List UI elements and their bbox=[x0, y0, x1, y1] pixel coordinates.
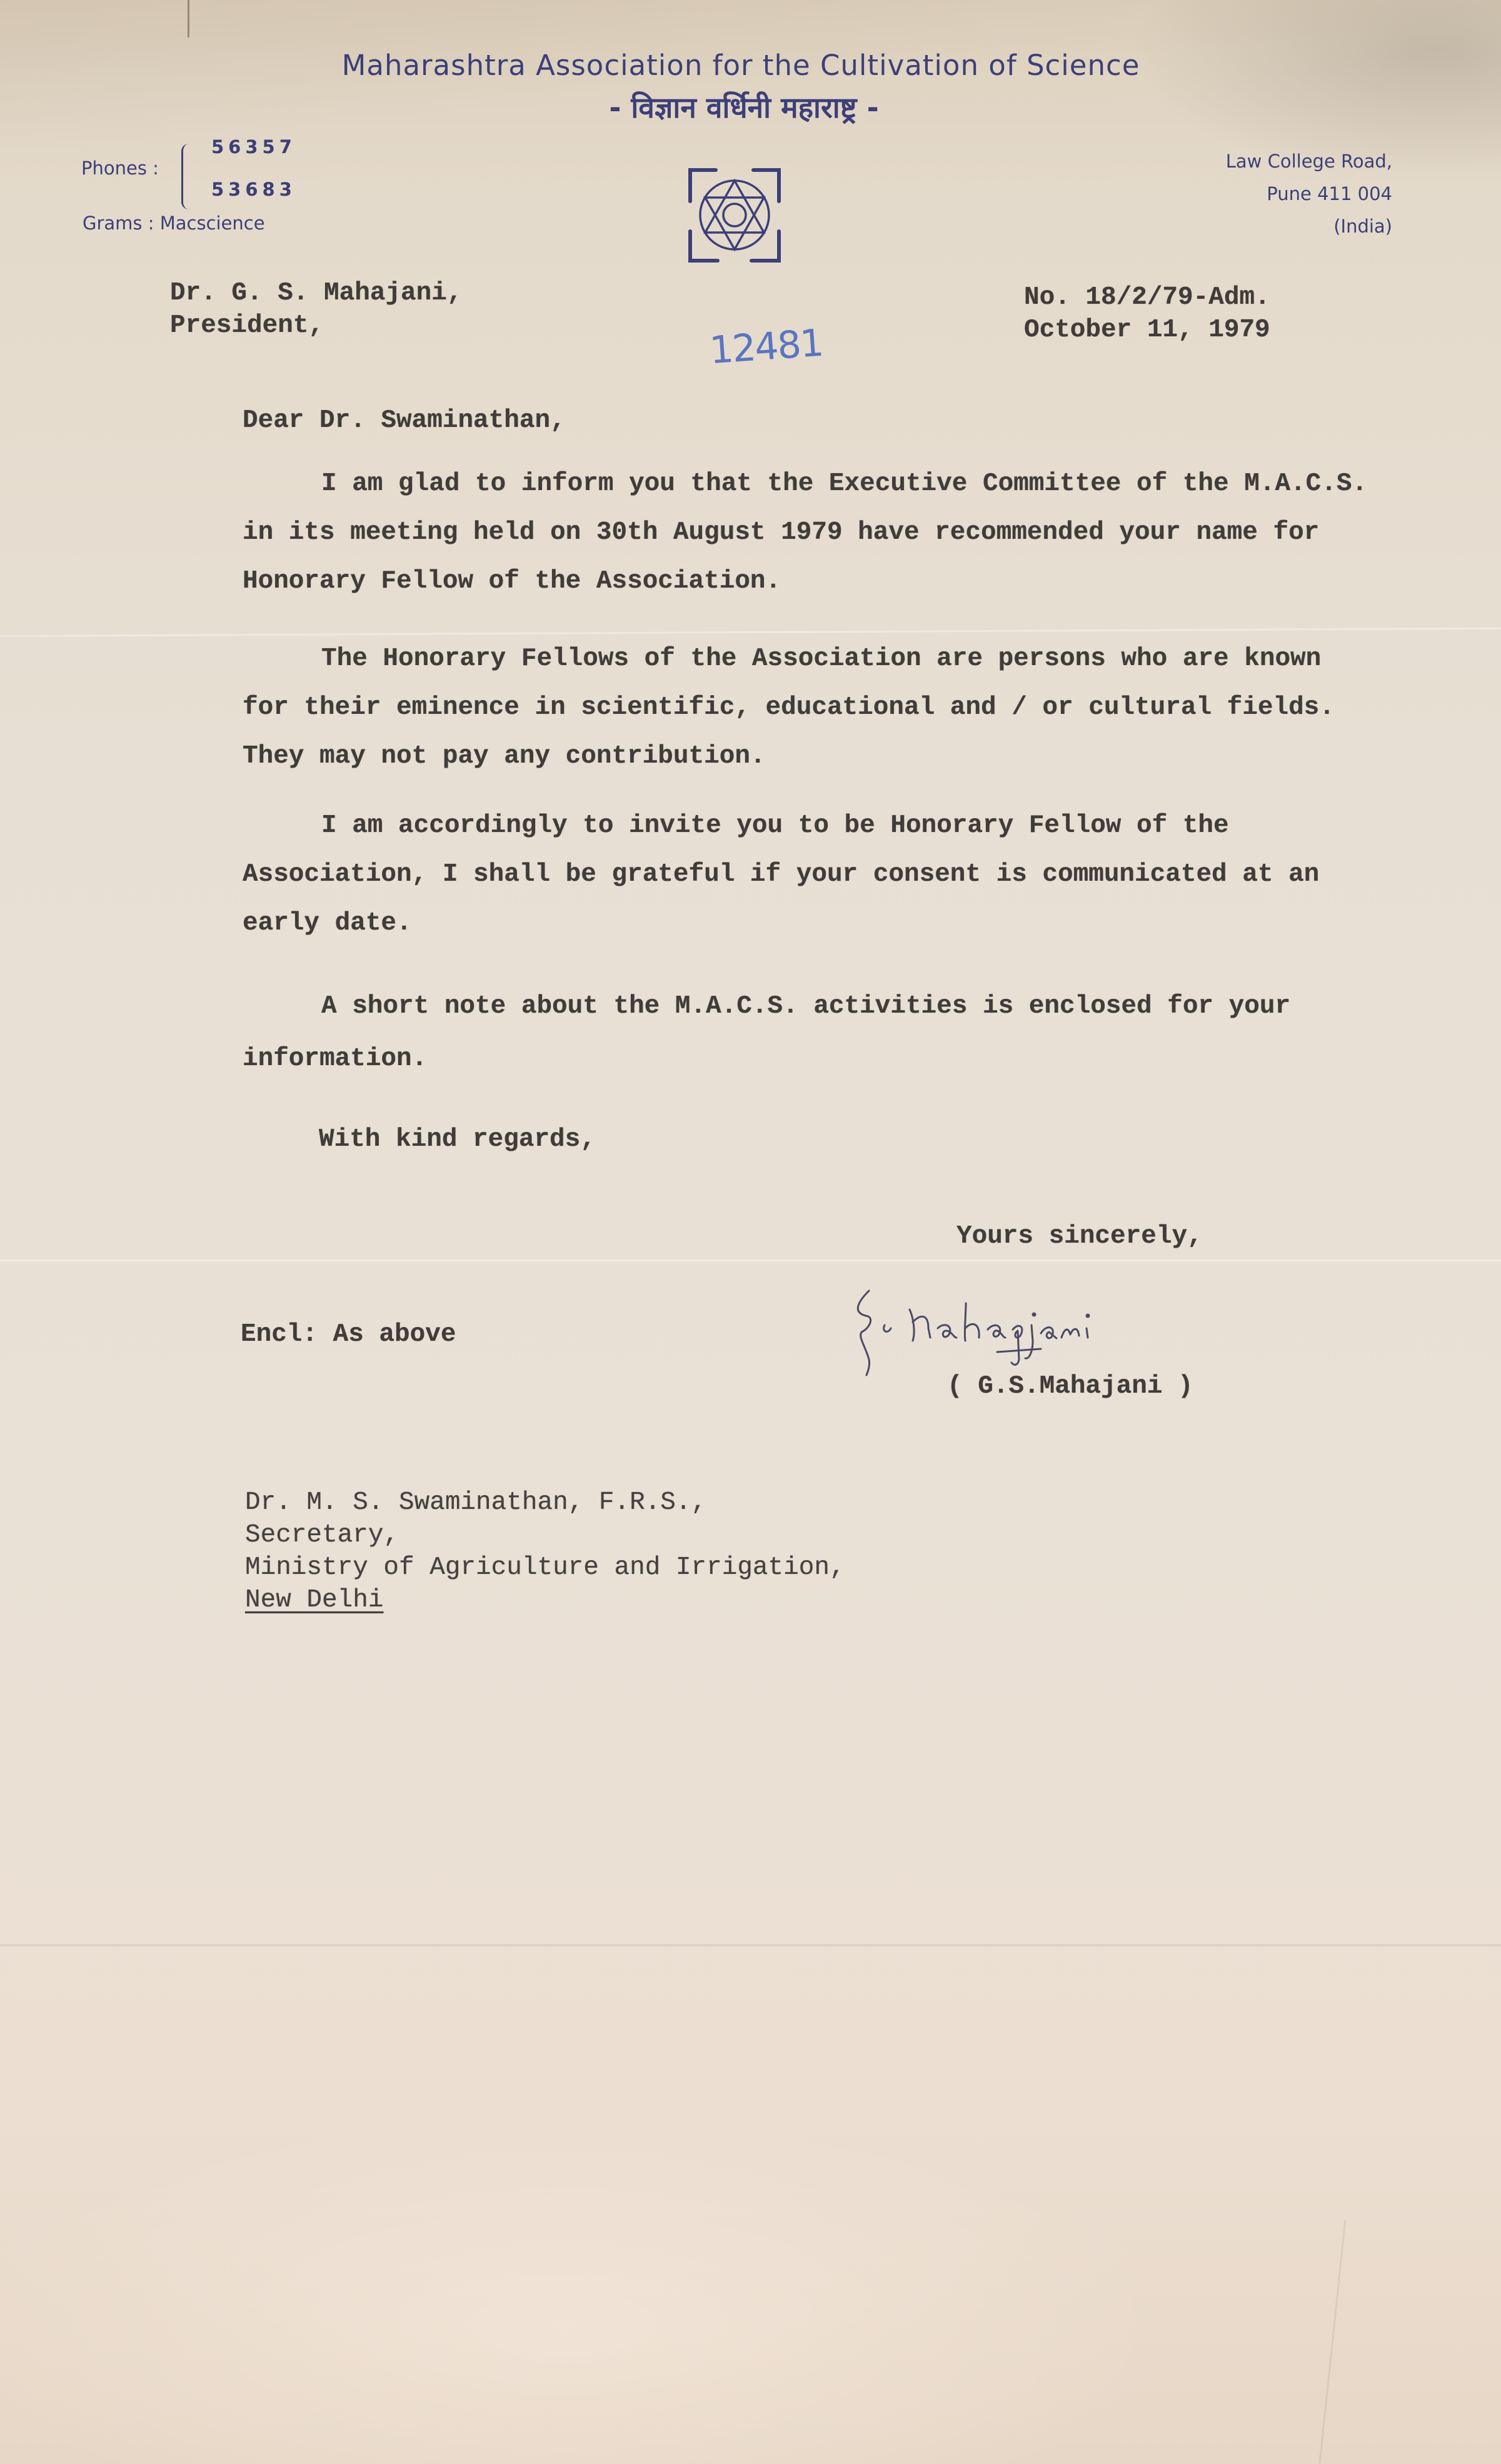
paragraph-line: I am glad to inform you that the Executive Committee of the M.A.C.S. bbox=[321, 469, 1368, 498]
paragraph bbox=[243, 634, 1335, 781]
paragraph-line: in its meeting held on 30th August 1979 have recommended your name for bbox=[243, 518, 1320, 547]
phone-number: 56357 bbox=[211, 136, 296, 158]
paragraph-line: early date. bbox=[243, 909, 412, 938]
sender-title: President, bbox=[170, 311, 324, 340]
paragraph bbox=[243, 459, 1367, 606]
recipient-line: Dr. M. S. Swaminathan, F.R.S., bbox=[245, 1488, 707, 1517]
signature bbox=[850, 1278, 1213, 1378]
recipient-line: Secretary, bbox=[245, 1521, 399, 1550]
paper-crease bbox=[188, 0, 189, 38]
paragraph-line: for their eminence in scientific, educational and / or cultural fields. bbox=[243, 693, 1335, 722]
address-line: Pune 411 004 bbox=[1267, 183, 1392, 204]
paragraph-line: Honorary Fellow of the Association. bbox=[243, 567, 781, 596]
recipient-city: New Delhi bbox=[245, 1586, 384, 1615]
brace-icon bbox=[181, 144, 196, 209]
organization-address bbox=[1226, 145, 1392, 243]
sender-block bbox=[170, 277, 462, 342]
closing: Yours sincerely, bbox=[956, 1222, 1203, 1251]
paper-crease bbox=[1319, 2220, 1347, 2463]
paragraph bbox=[243, 801, 1319, 948]
paragraph-line: I am accordingly to invite you to be Honorary Fellow of the bbox=[321, 811, 1229, 840]
recipient-block bbox=[245, 1486, 845, 1616]
paragraph-line: They may not pay any contribution. bbox=[243, 742, 766, 771]
phone-number: 53683 bbox=[211, 179, 296, 200]
phones-label: Phones : bbox=[81, 158, 159, 179]
telegram-address: Grams : Macscience bbox=[83, 213, 265, 234]
organization-hindi-name: - विज्ञान वर्धिनी महाराष्ट्र - bbox=[609, 91, 879, 124]
reference-block bbox=[1024, 281, 1270, 346]
star-circle-emblem-icon bbox=[681, 164, 788, 267]
organization-name: Maharashtra Association for the Cultivation of Science bbox=[341, 49, 1140, 82]
signatory-name: ( G.S.Mahajani ) bbox=[947, 1372, 1193, 1401]
handwritten-number: 12481 bbox=[708, 321, 825, 373]
address-line: Law College Road, bbox=[1225, 151, 1392, 172]
address-line: (India) bbox=[1333, 216, 1392, 237]
reference-number: No. 18/2/79-Adm. bbox=[1024, 283, 1270, 312]
paragraph-line: Association, I shall be grateful if your consent is communicated at an bbox=[243, 860, 1320, 889]
letter-date: October 11, 1979 bbox=[1024, 316, 1270, 344]
recipient-line: Ministry of Agriculture and Irrigation, bbox=[245, 1553, 845, 1582]
regards: With kind regards, bbox=[319, 1125, 596, 1154]
paper-crease bbox=[0, 1260, 1501, 1261]
paragraph-line: information. bbox=[243, 1044, 428, 1073]
paragraph-line: A short note about the M.A.C.S. activities is enclosed for your bbox=[321, 992, 1291, 1021]
paper-crease bbox=[0, 1944, 1501, 1946]
salutation: Dear Dr. Swaminathan, bbox=[243, 406, 566, 435]
paragraph bbox=[243, 980, 1290, 1085]
enclosure-note: Encl: As above bbox=[241, 1320, 456, 1349]
paragraph-line: The Honorary Fellows of the Association are persons who are known bbox=[321, 644, 1322, 673]
sender-name: Dr. G. S. Mahajani, bbox=[170, 279, 463, 308]
